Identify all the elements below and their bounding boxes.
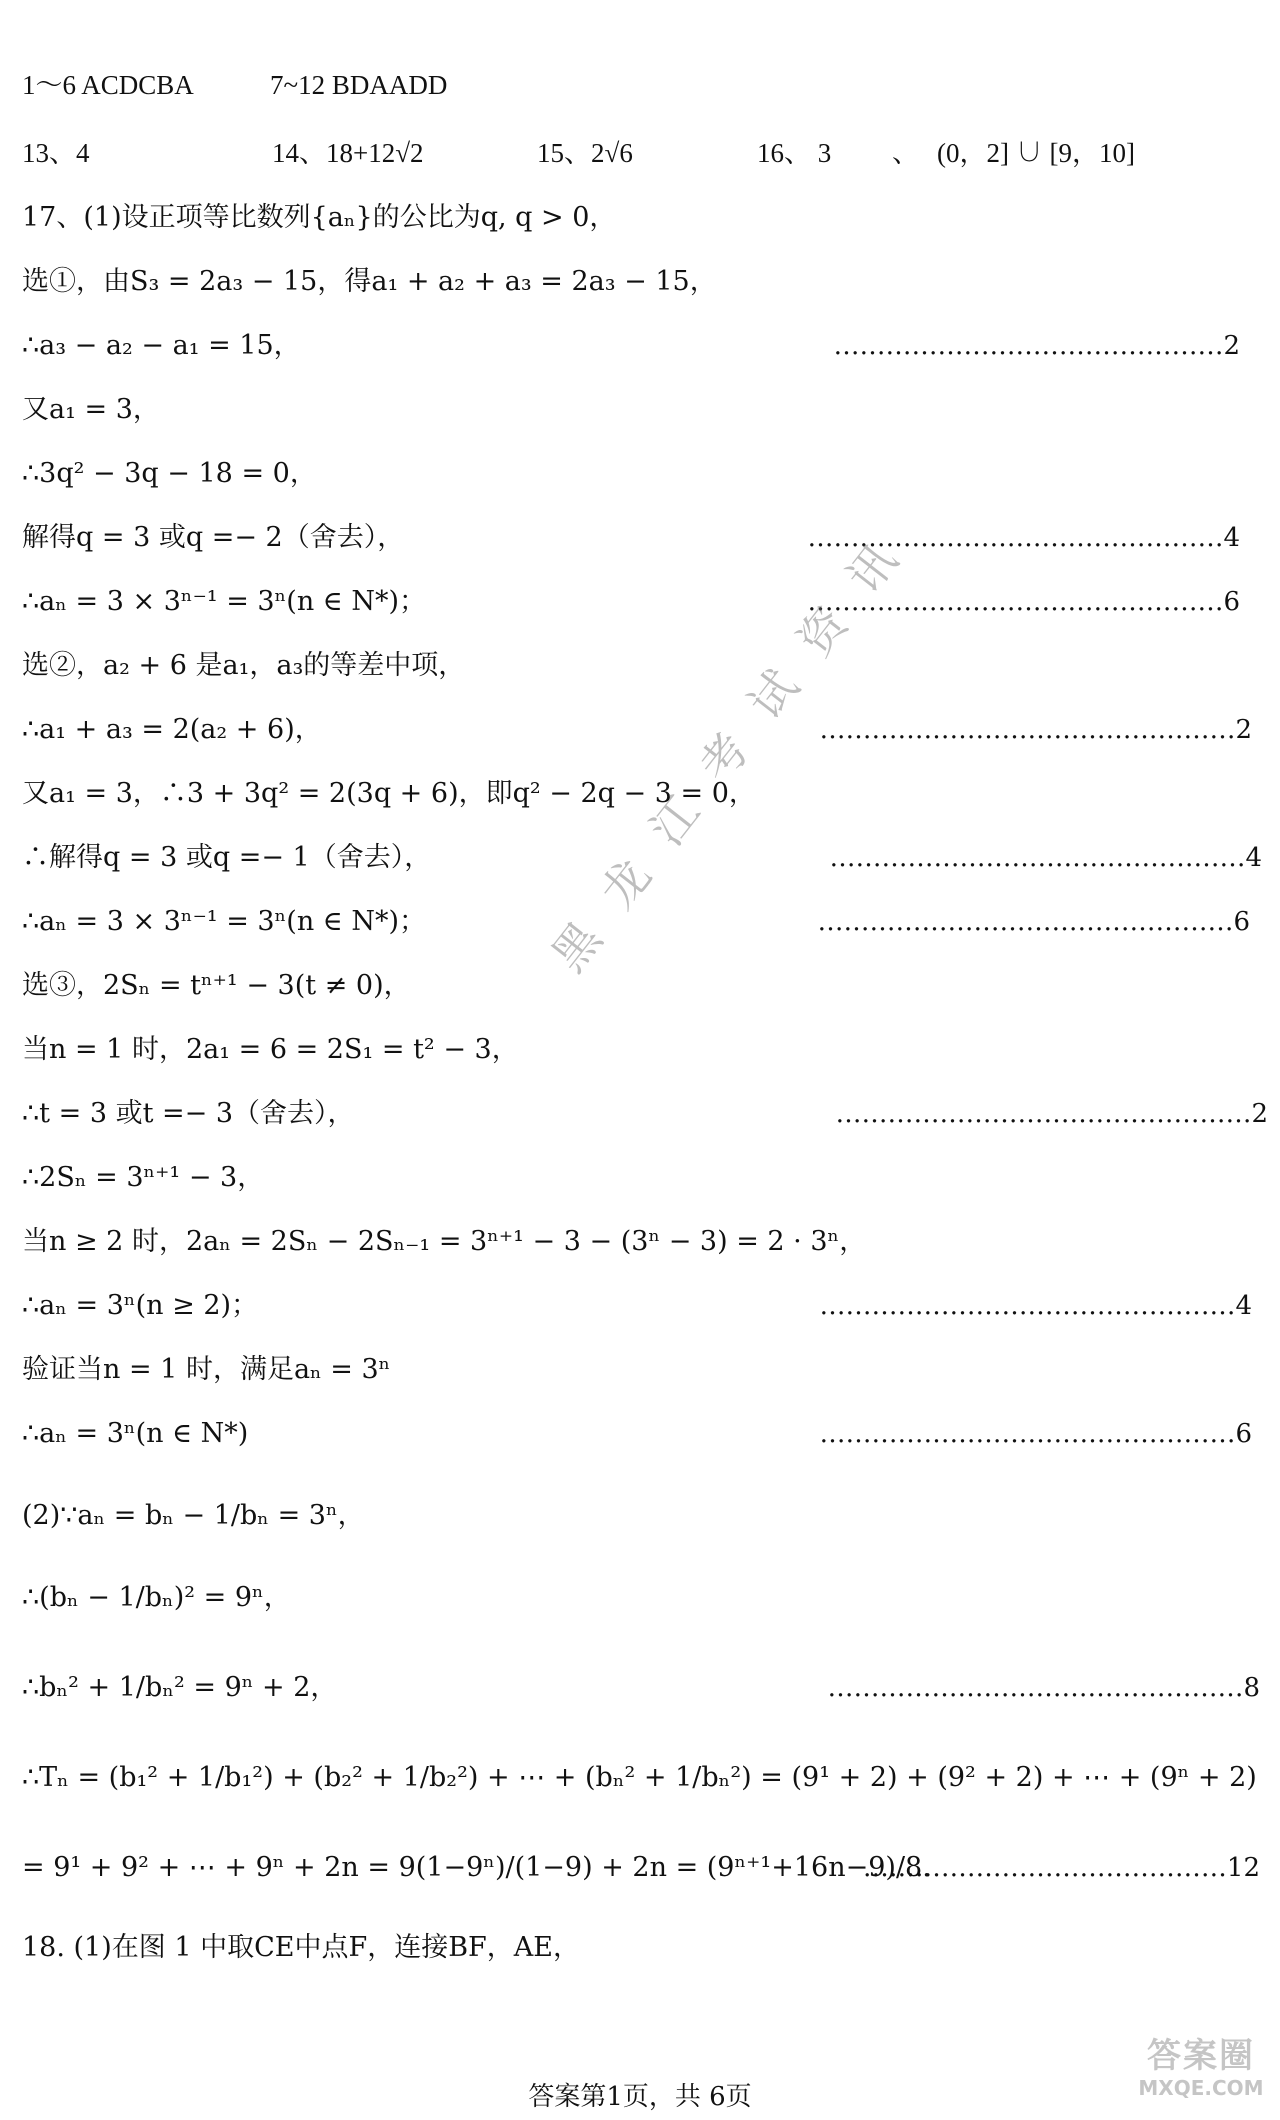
- answer-q16b: (0，2] ∪ [9，10]: [937, 138, 1135, 168]
- page-footer: 答案第1页，共 6页: [528, 2082, 752, 2112]
- q17-line: ∴t = 3 或t =− 3（舍去），: [22, 1098, 355, 1129]
- watermark-text: 黑龙江考试资讯: [541, 506, 929, 982]
- score-marker: …………………………………………4: [829, 843, 1262, 873]
- score-marker: ……………………………………12: [862, 1853, 1260, 1883]
- q17-line: ∴a₃ − a₂ − a₁ = 15，: [22, 330, 301, 361]
- q17-line: ∴a₁ + a₃ = 2(a₂ + 6)，: [22, 714, 322, 745]
- q17-line: 选③，2Sₙ = tⁿ⁺¹ − 3(t ≠ 0)，: [22, 970, 411, 1001]
- q17-line: 验证当n = 1 时，满足aₙ = 3ⁿ: [22, 1354, 391, 1385]
- q17-line: 又a₁ = 3，: [22, 394, 160, 425]
- answer-q15: 15、2√6: [537, 138, 633, 168]
- q17-line: = 9¹ + 9² + ⋯ + 9ⁿ + 2n = 9(1−9ⁿ)/(1−9) + 2n = (9ⁿ⁺¹+16n−9)/8.: [22, 1852, 931, 1883]
- q17-line: 当n ≥ 2 时，2aₙ = 2Sₙ − 2Sₙ₋₁ = 3ⁿ⁺¹ − 3 − (3ⁿ − 3) = 2 · 3ⁿ，: [22, 1226, 867, 1257]
- score-marker: …………………………………………2: [819, 715, 1252, 745]
- score-marker: …………………………………………6: [817, 907, 1250, 937]
- score-marker: …………………………………………8: [827, 1673, 1260, 1703]
- q17-line: ∴aₙ = 3ⁿ(n ∈ N*): [22, 1418, 249, 1449]
- q17-line: 选①，由S₃ = 2a₃ − 15，得a₁ + a₂ + a₃ = 2a₃ − 15，: [22, 266, 717, 297]
- logo-text-top: 答案圈: [1147, 2036, 1255, 2076]
- score-marker: …………………………………………6: [819, 1419, 1252, 1449]
- q17-line: ∴aₙ = 3 × 3ⁿ⁻¹ = 3ⁿ(n ∈ N*)；: [22, 906, 427, 937]
- answer-q14: 14、18+12√2: [272, 138, 424, 168]
- q17-line: 又a₁ = 3，∴3 + 3q² = 2(3q + 6)，即q² − 2q − 3 = 0，: [22, 778, 756, 809]
- q17-line: (2)∵aₙ = bₙ − 1/bₙ = 3ⁿ，: [22, 1500, 365, 1531]
- q17-line: ∴aₙ = 3ⁿ(n ≥ 2)；: [22, 1290, 259, 1321]
- q17-line: 选②，a₂ + 6 是a₁，a₃的等差中项，: [22, 650, 466, 681]
- q17-line: ∴bₙ² + 1/bₙ² = 9ⁿ + 2，: [22, 1672, 338, 1703]
- site-logo: [1136, 2036, 1266, 2106]
- logo-text-bottom: MXQE.COM: [1138, 2076, 1264, 2100]
- q17-line: ∴3q² − 3q − 18 = 0，: [22, 458, 317, 489]
- score-marker: …………………………………………6: [807, 587, 1240, 617]
- q17-line: ∴(bₙ − 1/bₙ)² = 9ⁿ，: [22, 1582, 291, 1613]
- answer-q16a: 16、 3: [757, 138, 832, 168]
- score-marker: …………………………………………4: [807, 523, 1240, 553]
- q17-line: 17、(1)设正项等比数列{aₙ}的公比为q, q > 0，: [22, 202, 617, 233]
- answer-q16-sep: 、: [892, 138, 919, 168]
- q17-line: ∴2Sₙ = 3ⁿ⁺¹ − 3，: [22, 1162, 265, 1193]
- q17-line: ∴Tₙ = (b₁² + 1/b₁²) + (b₂² + 1/b₂²) + ⋯ + (bₙ² + 1/bₙ²) = (9¹ + 2) + (9² + 2) + ⋯ + (9ⁿ + 2): [22, 1762, 1257, 1793]
- q17-line: ∴解得q = 3 或q =− 1（舍去），: [22, 842, 432, 873]
- q17-line: 解得q = 3 或q =− 2（舍去），: [22, 522, 405, 553]
- mc-answers-1-6: 1～6 ACDCBA: [22, 70, 194, 100]
- q17-line: 当n = 1 时，2a₁ = 6 = 2S₁ = t² − 3，: [22, 1034, 519, 1065]
- q17-line: ∴aₙ = 3 × 3ⁿ⁻¹ = 3ⁿ(n ∈ N*)；: [22, 586, 427, 617]
- answer-q13: 13、4: [22, 138, 90, 168]
- score-marker: …………………………………………2: [835, 1099, 1268, 1129]
- mc-answers-7-12: 7~12 BDAADD: [270, 70, 448, 100]
- score-marker: ………………………………………2: [833, 331, 1240, 361]
- score-marker: …………………………………………4: [819, 1291, 1252, 1321]
- q18-line: 18. (1)在图 1 中取CE中点F，连接BF，AE，: [22, 1932, 580, 1963]
